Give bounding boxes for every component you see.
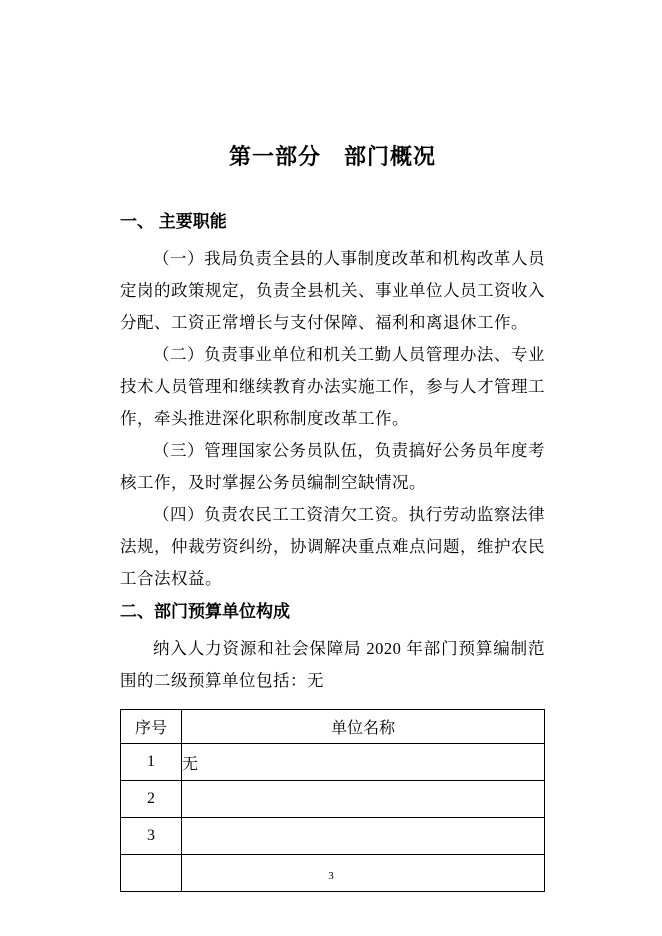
- table-row: [121, 781, 545, 818]
- table-cell-index: 3: [121, 818, 182, 855]
- table-row: [121, 818, 545, 855]
- paragraph-function-1: （一）我局负责全县的人事制度改革和机构改革人员定岗的政策规定，负责全县机关、事业单位人员工资收入分配、工资正常增长与支付保障、福利和离退休工作。: [120, 249, 545, 332]
- section-heading-budget-units: 二、部门预算单位构成: [120, 602, 290, 621]
- budget-units-table: [120, 709, 545, 892]
- table-header-unit-name: 单位名称: [182, 710, 545, 744]
- table-cell-unit-name: 无: [182, 744, 545, 781]
- section-budget-units: [120, 597, 545, 697]
- table-cell-index: 2: [121, 781, 182, 818]
- table-row: [121, 744, 545, 781]
- table-header-row: [121, 710, 545, 744]
- paragraph-function-2: （二）负责事业单位和机关工勤人员管理办法、专业技术人员管理和继续教育办法实施工作，参与人才管理工作，牵头推进深化职称制度改革工作。: [120, 345, 545, 428]
- document-title: 第一部分 部门概况: [228, 144, 436, 169]
- table-header-index: 序号: [121, 710, 182, 744]
- paragraph-budget-units: 纳入人力资源和社会保障局 2020 年部门预算编制范围的二级预算单位包括：无: [120, 639, 545, 690]
- section-heading-main-functions: 一、 主要职能: [120, 212, 227, 231]
- paragraph-function-3: （三）管理国家公务员队伍，负责搞好公务员年度考核工作，及时掌握公务员编制空缺情况。: [120, 441, 545, 492]
- page-number: 3: [328, 870, 334, 882]
- table-cell-index: 1: [121, 744, 182, 781]
- table-cell-unit-name: [182, 781, 545, 818]
- paragraph-function-4: （四）负责农民工工资清欠工资。执行劳动监察法律法规，仲裁劳资纠纷，协调解决重点难点问题，维护农民工合法权益。: [120, 505, 545, 588]
- section-main-functions: [120, 207, 545, 595]
- table-cell-unit-name: [182, 818, 545, 855]
